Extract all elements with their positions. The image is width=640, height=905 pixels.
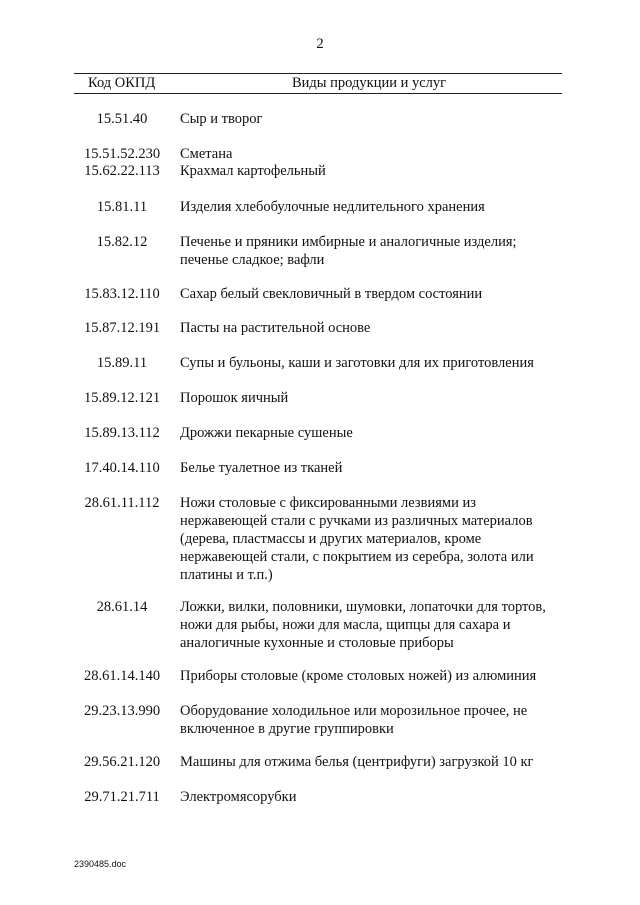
row-description: Машины для отжима белья (центрифуги) загрузкой 10 кг xyxy=(180,754,534,770)
row-code: 17.40.14.110 xyxy=(84,460,160,476)
header-description: Виды продукции и услуг xyxy=(292,75,447,91)
row-code: 15.87.12.191 xyxy=(83,320,161,336)
row-description: Белье туалетное из тканей xyxy=(180,460,343,476)
row-code: 28.61.14.140 xyxy=(83,668,161,684)
row-code: 29.56.21.120 xyxy=(83,754,161,770)
row-description: Дрожжи пекарные сушеные xyxy=(180,425,353,441)
row-description: Пасты на растительной основе xyxy=(180,320,371,336)
row-description: Супы и бульоны, каши и заготовки для их приготовления xyxy=(180,355,534,371)
row-code: 15.62.22.113 xyxy=(84,163,160,179)
row-code: 15.82.12 xyxy=(96,234,148,250)
header-code: Код ОКПД xyxy=(88,75,156,91)
row-description: Электромясорубки xyxy=(180,789,297,805)
row-description: Сахар белый свекловичный в твердом состоянии xyxy=(180,286,483,302)
row-description: Ложки, вилки, половники, шумовки, лопаточки для тортов, ножи для рыбы, ножи для масла, щипцы для сахара и аналогичные кухонные и столовые приборы xyxy=(180,599,546,651)
header-top-rule xyxy=(74,73,562,74)
header-bottom-rule xyxy=(74,93,562,94)
row-description: Сметана xyxy=(180,146,233,162)
row-code: 29.71.21.711 xyxy=(84,789,160,805)
row-code: 15.51.52.230 xyxy=(83,146,161,162)
row-description: Ножи столовые с фиксированными лезвиями из нержавеющей стали с ручками из различных материалов (дерева, пластмассы и других материалов, кроме нержавеющей стали, с покрытием из серебра, золота или платины и т.п.) xyxy=(180,495,534,583)
document-filename: 2390485.doc xyxy=(74,859,127,869)
row-code: 29.23.13.990 xyxy=(83,703,161,719)
row-description: Порошок яичный xyxy=(180,390,289,406)
row-description: Печенье и пряники имбирные и аналогичные изделия; печенье сладкое; вафли xyxy=(180,234,517,268)
row-code: 15.83.12.110 xyxy=(84,286,160,302)
row-code: 28.61.11.112 xyxy=(84,495,160,511)
row-description: Сыр и творог xyxy=(180,111,263,127)
page-number: 2 xyxy=(316,36,324,52)
table-header xyxy=(74,73,564,95)
row-code: 28.61.14 xyxy=(96,599,148,615)
row-code: 15.89.13.112 xyxy=(84,425,160,441)
row-code: 15.51.40 xyxy=(96,111,148,127)
row-code: 15.89.11 xyxy=(96,355,148,371)
row-code: 15.81.11 xyxy=(96,199,148,215)
row-description: Оборудование холодильное или морозильное прочее, не включенное в другие группировки xyxy=(180,703,528,737)
row-description: Изделия хлебобулочные недлительного хранения xyxy=(180,199,485,215)
row-description: Приборы столовые (кроме столовых ножей) из алюминия xyxy=(180,668,537,684)
row-code: 15.89.12.121 xyxy=(83,390,161,406)
row-description: Крахмал картофельный xyxy=(180,163,326,179)
